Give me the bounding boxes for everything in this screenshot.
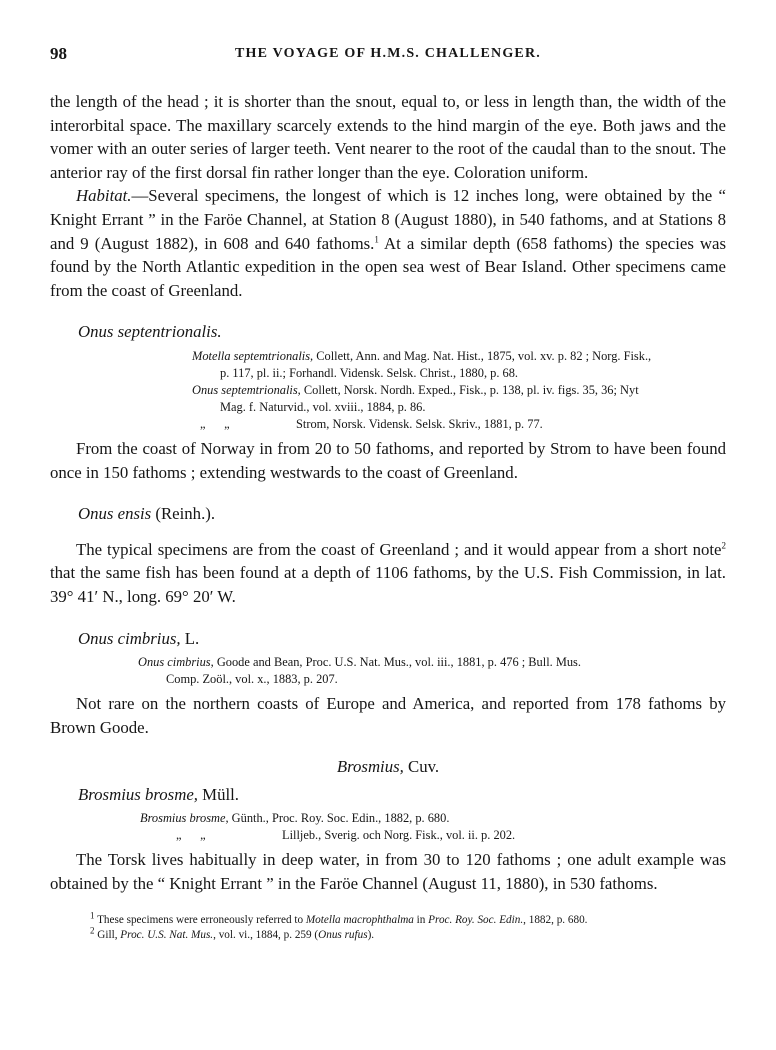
footnote-ref-1: 1 bbox=[374, 233, 379, 244]
synonymy-entry bbox=[192, 382, 726, 416]
footnote-text: , vol. vi., 1884, p. 259 ( bbox=[213, 929, 319, 942]
synonymy-entry bbox=[138, 654, 726, 688]
synonym-name: Onus cimbrius, bbox=[138, 655, 214, 670]
running-title: THE VOYAGE OF H.M.S. CHALLENGER. bbox=[235, 46, 541, 61]
onus-cimbrius-paragraph: Not rare on the northern coasts of Europe and America, and reported from 178 fathoms by Brown Goode. bbox=[50, 694, 726, 737]
synonym-reference: Günth., Proc. Roy. Soc. Edin., 1882, p. 680. bbox=[228, 811, 450, 826]
synonym-reference: Goode and Bean, Proc. U.S. Nat. Mus., vol. iii., 1881, p. 476 ; Bull. Mus. bbox=[213, 655, 581, 670]
species-name: Onus septentrionalis. bbox=[78, 322, 222, 342]
habitat-text-a: —Several specimens, the longest of which is 12 inches long, were obtained by the “ Knight Errant ” in the Faröe Channel, at Station 8 (August 1880), in 540 fathoms, and at Stations 8 and 9 (August 1882), in 608 and 640 fathoms. bbox=[50, 186, 726, 253]
synonymy-entry bbox=[192, 348, 726, 382]
synonym-reference: Strom, Norsk. Vidensk. Selsk. Skriv., 1881, p. 77. bbox=[296, 416, 543, 431]
footnote-text: ). bbox=[367, 929, 375, 942]
species-heading-onus-cimbrius bbox=[78, 627, 726, 651]
footnote-mark: 1 bbox=[90, 909, 95, 920]
species-heading-onus-ensis bbox=[78, 502, 726, 526]
synonym-reference-cont: Comp. Zoöl., vol. x., 1883, p. 207. bbox=[166, 672, 338, 687]
footnote-text: , 1882, p. 680. bbox=[523, 913, 588, 926]
ditto-marks: „ „ bbox=[200, 416, 230, 431]
onus-septentrionalis-paragraph: From the coast of Norway in from 20 to 50 fathoms, and reported by Strom to have been found once in 150 fathoms ; extending westwards to the coast of Greenland. bbox=[50, 438, 726, 482]
habitat-paragraph bbox=[50, 184, 726, 302]
synonym-name: Onus septemtrionalis, bbox=[192, 382, 301, 397]
onus-ensis-text-b: that the same fish has been found at a depth of 1106 fathoms, by the U.S. Fish Commission, in lat. 39° 41′ N., long. 69° 20′ W. bbox=[50, 563, 726, 606]
onus-ensis-paragraph bbox=[50, 538, 726, 609]
footnote-text: in bbox=[413, 913, 429, 926]
ditto-marks: „ „ bbox=[176, 828, 206, 843]
species-name: Brosmius brosme, bbox=[78, 784, 198, 804]
footnote-mark: 2 bbox=[90, 925, 95, 936]
footnote-text: Proc. U.S. Nat. Mus. bbox=[120, 929, 214, 942]
synonym-reference: Collett, Norsk. Nordh. Exped., Fisk., p. 138, pl. iv. figs. 35, 36; Nyt bbox=[300, 382, 639, 397]
synonym-name: Brosmius brosme, bbox=[140, 811, 229, 826]
page-number: 98 bbox=[50, 44, 67, 63]
species-name: Onus cimbrius, bbox=[78, 628, 181, 648]
species-heading-onus-septentrionalis bbox=[78, 320, 726, 344]
footnote-text: Onus rufus bbox=[318, 929, 368, 942]
onus-ensis-text-a: The typical specimens are from the coast of Greenland ; and it would appear from a short note bbox=[76, 539, 722, 559]
brosmius-brosme-paragraph: The Torsk lives habitually in deep water, in from 30 to 120 fathoms ; one adult example was obtained by the “ Knight Errant ” in the Faröe Channel (August 11, 1880), in 530 fathoms. bbox=[50, 850, 726, 894]
species-author: Müll. bbox=[197, 784, 239, 804]
habitat-label: Habitat. bbox=[76, 186, 132, 206]
synonymy-entry bbox=[140, 810, 726, 827]
synonymy-entry bbox=[192, 416, 726, 433]
habitat-text-b: At a similar depth (658 fathoms) the species was found by the North Atlantic expedition in the open sea west of Bear Island. Other specimens came from the coast of Greenland. bbox=[50, 233, 726, 300]
body-text bbox=[50, 90, 726, 944]
page-header bbox=[0, 44, 776, 68]
species-name: Onus ensis bbox=[78, 504, 152, 524]
synonym-reference: Lilljeb., Sverig. och Norg. Fisk., vol. ii. p. 202. bbox=[282, 828, 516, 843]
synonymy-entry bbox=[140, 827, 726, 844]
species-heading-brosmius-brosme bbox=[78, 783, 726, 807]
synonym-name: Motella septemtrionalis, bbox=[192, 348, 314, 363]
genus-name: Brosmius, bbox=[336, 757, 404, 777]
species-author: (Reinh.). bbox=[151, 504, 216, 524]
footnote-ref-2: 2 bbox=[721, 540, 726, 551]
footnote-2 bbox=[90, 925, 726, 944]
synonym-reference-cont: Mag. f. Naturvid., vol. xviii., 1884, p. 86. bbox=[220, 399, 426, 414]
synonym-reference: Collett, Ann. and Mag. Nat. Hist., 1875, vol. xv. p. 82 ; Norg. Fisk., bbox=[313, 348, 652, 363]
footnote-text: Gill, bbox=[94, 929, 121, 942]
genus-author: Cuv. bbox=[403, 757, 440, 777]
footnote-text: Proc. Roy. Soc. Edin. bbox=[428, 913, 524, 926]
footnote-1 bbox=[90, 909, 726, 929]
synonym-reference-cont: p. 117, pl. ii.; Forhandl. Vidensk. Selsk. Christ., 1880, p. 68. bbox=[220, 365, 519, 380]
footnote-separator bbox=[50, 906, 726, 907]
species-author: L. bbox=[180, 628, 200, 648]
footnote-text: These specimens were erroneously referred to bbox=[94, 913, 306, 926]
intro-paragraph: the length of the head ; it is shorter than the snout, equal to, or less in length than, the width of the interorbital space. The maxillary scarcely extends to the hind margin of the eye. Both jaws and the vomer with an outer series of larger teeth. Vent nearer to the root of the caudal than to the snout. The anterior ray of the first dorsal fin rather longer than the eye. Coloration uniform. bbox=[50, 92, 726, 182]
genus-heading-brosmius bbox=[50, 755, 726, 779]
footnote-text: Motella macrophthalma bbox=[305, 913, 414, 926]
